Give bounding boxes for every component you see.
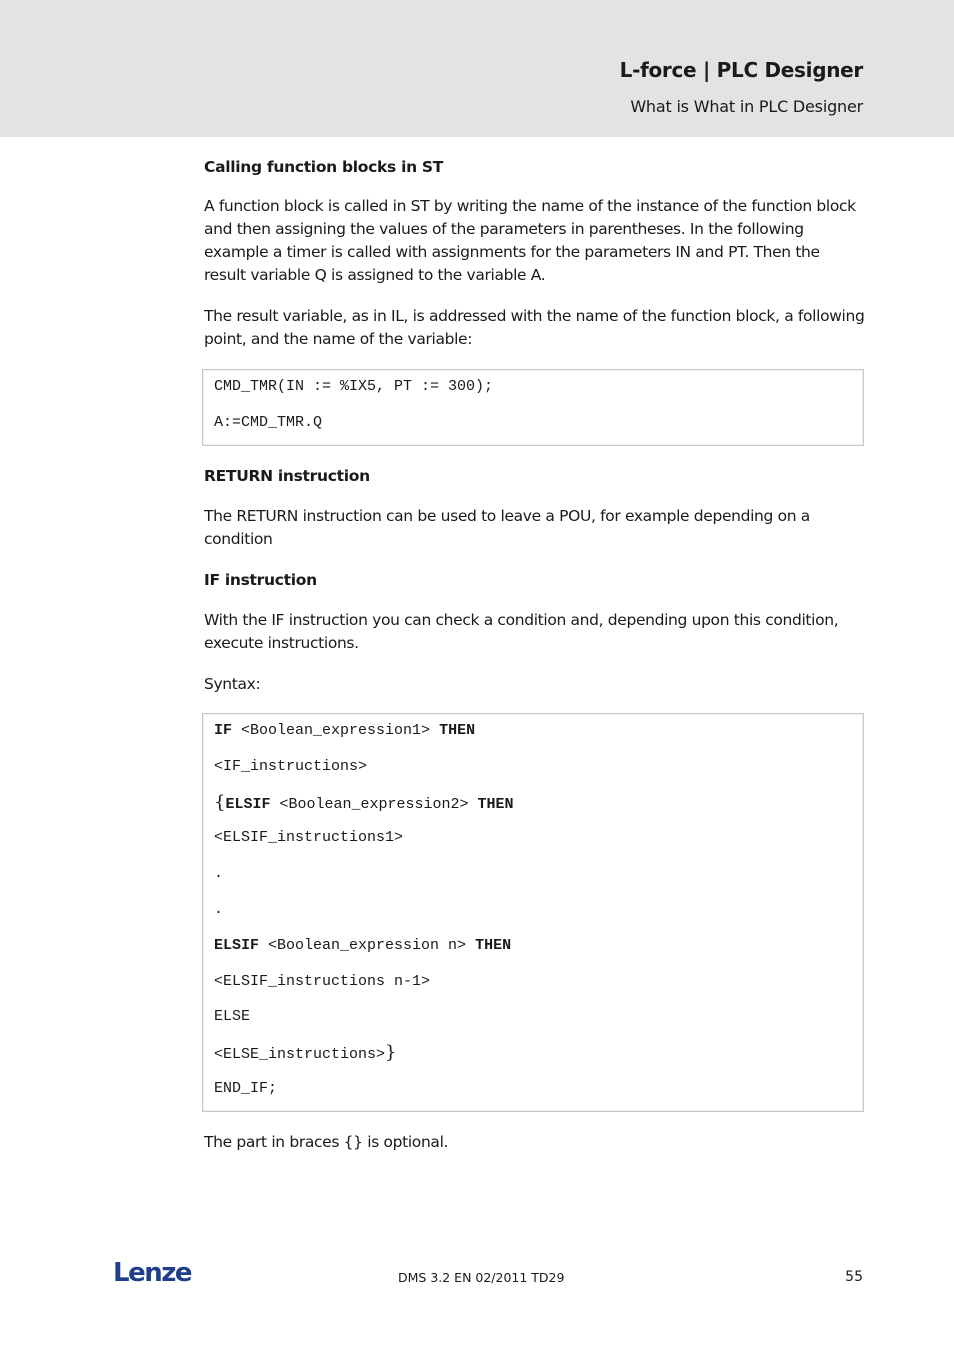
code-line-elsif-instructions-n: <ELSIF_instructions n-1> — [214, 972, 431, 990]
page-header — [0, 0, 954, 137]
syntax-label: Syntax: — [204, 675, 261, 693]
code-block-timer-call — [202, 369, 864, 446]
heading-return-instruction: RETURN instruction — [204, 467, 370, 485]
paragraph-optional-note: The part in braces {} is optional. — [204, 1133, 449, 1151]
header-subtitle: What is What in PLC Designer — [630, 97, 863, 116]
page-content — [204, 155, 866, 1154]
keyword-elsif: ELSIF — [225, 795, 271, 813]
code-expression: <Boolean_expression1> — [232, 722, 440, 739]
code-block-if-syntax — [202, 713, 864, 1112]
footer-document-id: DMS 3.2 EN 02/2011 TD29 — [398, 1270, 565, 1285]
code-line-elsif-n — [214, 935, 853, 971]
heading-calling-function-blocks: Calling function blocks in ST — [204, 158, 444, 176]
keyword-then: THEN — [439, 722, 476, 739]
brace-open: { — [214, 791, 226, 813]
keyword-if: IF — [214, 722, 233, 739]
code-line-dot: . — [214, 900, 224, 918]
paragraph-result-variable: The result variable, as in IL, is addressed with the name of the function block, a following point, and the name of the variable: — [204, 307, 865, 348]
brace-close: } — [385, 1042, 397, 1064]
header-title: L-force | PLC Designer — [619, 58, 863, 82]
code-line: CMD_TMR(IN := %IX5, PT := 300); — [214, 378, 494, 395]
paragraph-calling-intro: A function block is called in ST by writing the name of the instance of the function block and then assigning the values of the parameters in parentheses. In the following example a timer is called with assignments for the parameters IN and PT. Then the result variable Q is assigned to the variable A. — [204, 197, 856, 284]
code-expression: <Boolean_expression n> — [259, 936, 476, 954]
lenze-logo: Lenze — [113, 1258, 191, 1288]
keyword-then: THEN — [477, 795, 514, 813]
code-line-dot: . — [214, 865, 224, 883]
code-line-if — [214, 720, 853, 756]
code-line-else: ELSE — [214, 1008, 251, 1026]
keyword-elsif: ELSIF — [214, 936, 260, 954]
code-line-if-instructions: <IF_instructions> — [214, 757, 368, 775]
code-else-instructions: <ELSE_instructions> — [214, 1046, 386, 1064]
code-line-elsif-instructions: <ELSIF_instructions1> — [214, 829, 404, 847]
code-line-else-instructions — [214, 1042, 853, 1078]
code-expression: <Boolean_expression2> — [270, 795, 478, 813]
code-line-end-if: END_IF; — [214, 1079, 278, 1097]
paragraph-return: The RETURN instruction can be used to leave a POU, for example depending on a condition — [204, 507, 810, 548]
footer-page-number: 55 — [845, 1269, 863, 1285]
code-line: A:=CMD_TMR.Q — [214, 413, 323, 431]
paragraph-if: With the IF instruction you can check a condition and, depending upon this condition, execute instructions. — [204, 611, 839, 652]
heading-if-instruction: IF instruction — [204, 571, 317, 589]
keyword-then: THEN — [475, 936, 512, 954]
code-line-elsif — [214, 792, 853, 828]
